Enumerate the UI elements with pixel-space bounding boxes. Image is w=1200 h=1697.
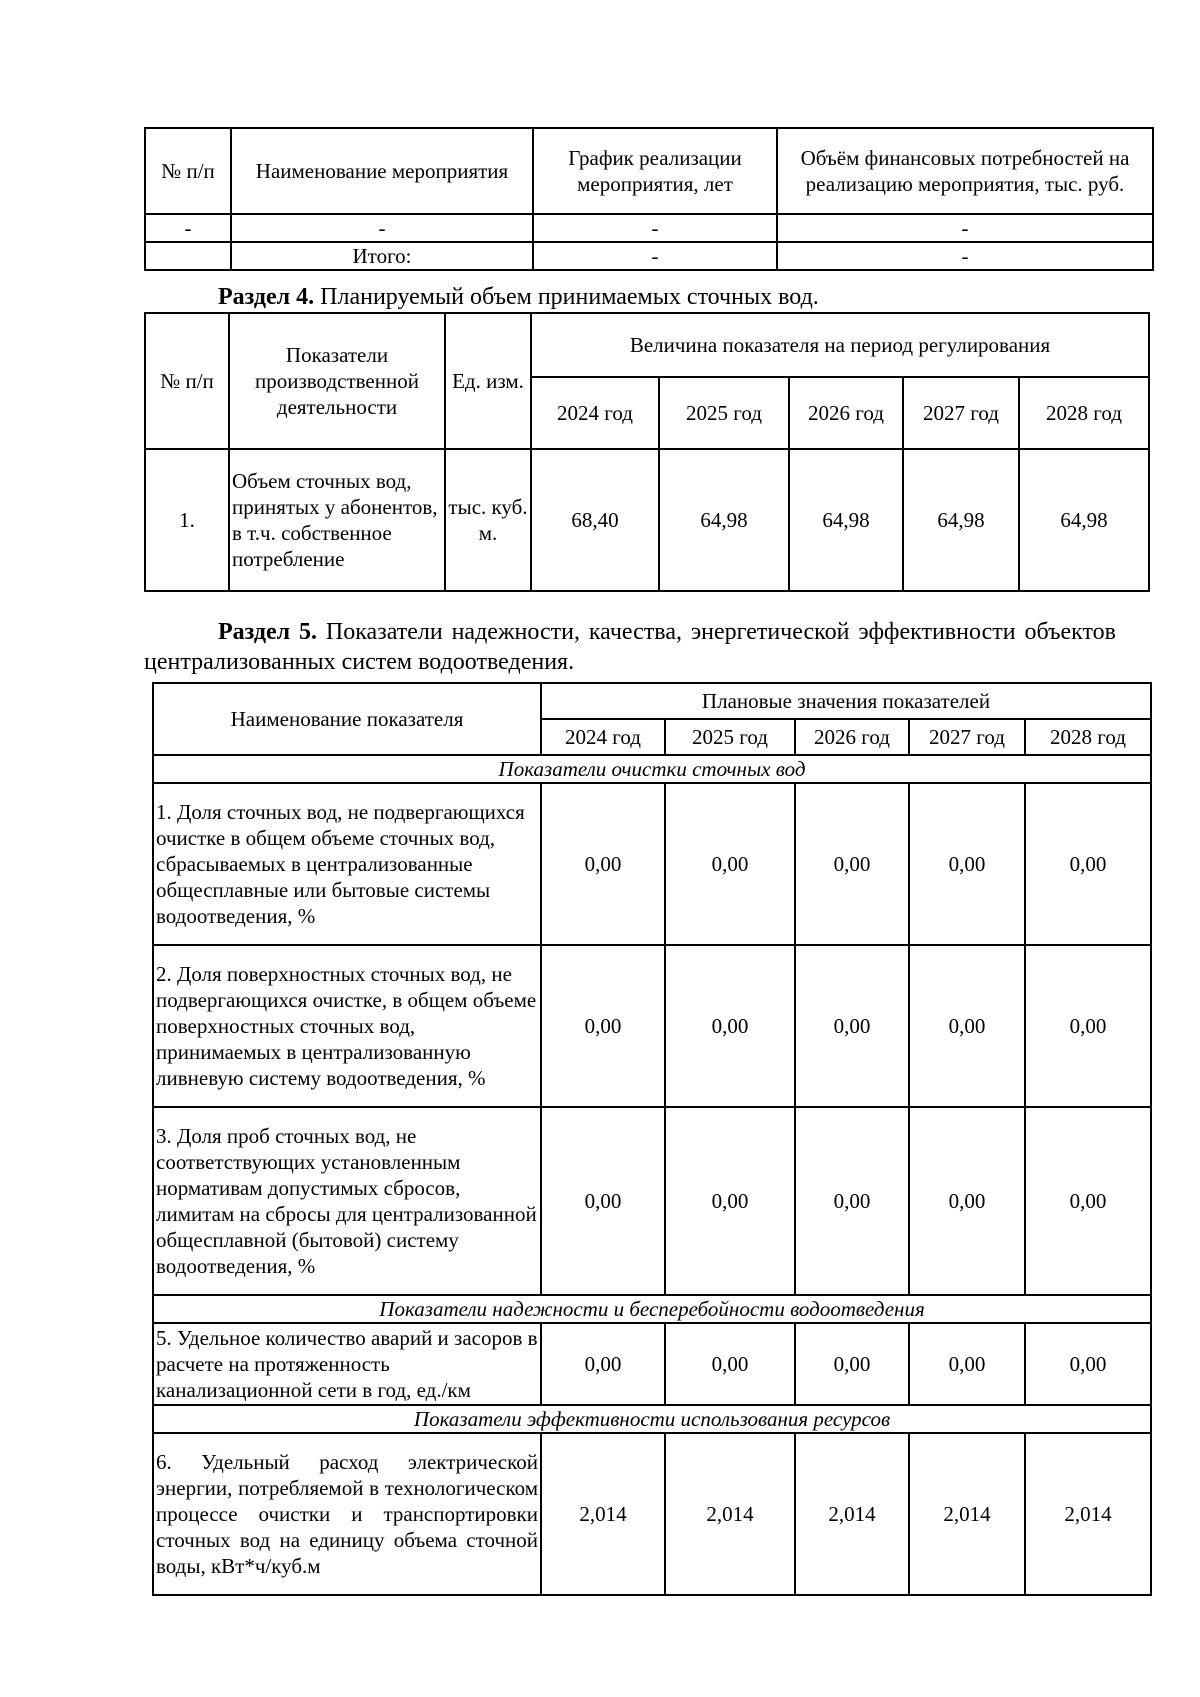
s4-year: 2024 год bbox=[531, 377, 659, 449]
indicator-value: 0,00 bbox=[1025, 1323, 1151, 1405]
s4-value: 64,98 bbox=[789, 449, 903, 591]
s5-year: 2026 год bbox=[795, 719, 909, 755]
row-schedule: - bbox=[533, 214, 777, 242]
indicator-value: 0,00 bbox=[665, 1323, 795, 1405]
section5-heading-text: Показатели надежности, качества, энергетической эффективности объектов централизованных систем водоотведения. bbox=[144, 619, 1116, 675]
s4-header-indicator: Показатели производственной деятельности bbox=[229, 313, 445, 449]
indicators-table bbox=[152, 682, 1152, 1596]
indicator-value: 0,00 bbox=[795, 1107, 909, 1295]
indicator-1-name: 1. Доля сточных вод, не подвергающихся очистке в общем объеме сточных вод, сбрасываемых в централизованные общесплавные или бытовые системы водоотведения, % bbox=[153, 783, 541, 945]
section4-heading-text: Планируемый объем принимаемых сточных вод. bbox=[314, 284, 819, 310]
total-empty bbox=[145, 242, 231, 270]
total-finance: - bbox=[777, 242, 1153, 270]
indicator-value: 0,00 bbox=[795, 945, 909, 1107]
indicator-3-name: 3. Доля проб сточных вод, не соответствующих установленным нормативам допустимых сбросов, лимитам на сбросы для централизованной общесплавной (бытовой) систему водоотведения, % bbox=[153, 1107, 541, 1295]
section5-heading-bold: Раздел 5. bbox=[218, 619, 318, 645]
section4-heading-bold: Раздел 4. bbox=[218, 284, 315, 310]
indicator-2-name: 2. Доля поверхностных сточных вод, не подвергающихся очистке, в общем объеме поверхностных сточных вод, принимаемых в централизованную ливневую систему водоотведения, % bbox=[153, 945, 541, 1107]
indicator-5-name: 5. Удельное количество аварий и засоров в расчете на протяженность канализационной сети в год, ед./км bbox=[153, 1323, 541, 1405]
total-label: Итого: bbox=[231, 242, 533, 270]
indicator-value: 0,00 bbox=[1025, 945, 1151, 1107]
s5-header-plan: Плановые значения показателей bbox=[541, 683, 1151, 719]
s4-value: 64,98 bbox=[903, 449, 1019, 591]
section4-heading bbox=[218, 282, 819, 312]
s4-header-unit: Ед. изм. bbox=[445, 313, 531, 449]
total-schedule: - bbox=[533, 242, 777, 270]
s4-header-value: Величина показателя на период регулирования bbox=[531, 313, 1149, 377]
s4-year: 2026 год bbox=[789, 377, 903, 449]
s5-year: 2027 год bbox=[909, 719, 1025, 755]
indicator-value: 0,00 bbox=[541, 783, 665, 945]
header-num: № п/п bbox=[145, 128, 231, 214]
activities-table bbox=[144, 127, 1154, 271]
wastewater-volume-table bbox=[144, 312, 1150, 592]
indicator-value: 0,00 bbox=[909, 1323, 1025, 1405]
row-num: - bbox=[145, 214, 231, 242]
s4-value: 64,98 bbox=[659, 449, 789, 591]
row-finance: - bbox=[777, 214, 1153, 242]
indicator-value: 0,00 bbox=[1025, 783, 1151, 945]
s4-year: 2028 год bbox=[1019, 377, 1149, 449]
header-activity-name: Наименование мероприятия bbox=[231, 128, 533, 214]
indicator-value: 0,00 bbox=[665, 1107, 795, 1295]
indicator-6-name: 6. Удельный расход электрической энергии, потребляемой в технологическом процессе очистки и транспортировки сточных вод на единицу объема сточной воды, кВт*ч/куб.м bbox=[153, 1433, 541, 1595]
s4-row-num: 1. bbox=[145, 449, 229, 591]
s5-year: 2028 год bbox=[1025, 719, 1151, 755]
group-efficiency: Показатели эффективности использования ресурсов bbox=[153, 1405, 1151, 1433]
indicator-value: 0,00 bbox=[665, 945, 795, 1107]
indicator-value: 2,014 bbox=[665, 1433, 795, 1595]
indicator-value: 0,00 bbox=[665, 783, 795, 945]
row-name: - bbox=[231, 214, 533, 242]
s4-row-unit: тыс. куб. м. bbox=[445, 449, 531, 591]
indicator-value: 0,00 bbox=[909, 1107, 1025, 1295]
s5-header-name: Наименование показателя bbox=[153, 683, 541, 755]
s4-value: 64,98 bbox=[1019, 449, 1149, 591]
s4-row-name: Объем сточных вод, принятых у абонентов, в т.ч. собственное потребление bbox=[229, 449, 445, 591]
indicator-value: 0,00 bbox=[795, 1323, 909, 1405]
s5-year: 2025 год bbox=[665, 719, 795, 755]
s4-year: 2027 год bbox=[903, 377, 1019, 449]
indicator-value: 2,014 bbox=[1025, 1433, 1151, 1595]
indicator-value: 0,00 bbox=[541, 945, 665, 1107]
indicator-value: 2,014 bbox=[541, 1433, 665, 1595]
indicator-value: 0,00 bbox=[795, 783, 909, 945]
header-schedule: График реализации мероприятия, лет bbox=[533, 128, 777, 214]
indicator-value: 0,00 bbox=[541, 1323, 665, 1405]
indicator-value: 0,00 bbox=[541, 1107, 665, 1295]
s4-year: 2025 год bbox=[659, 377, 789, 449]
s5-year: 2024 год bbox=[541, 719, 665, 755]
indicator-value: 0,00 bbox=[909, 783, 1025, 945]
s4-value: 68,40 bbox=[531, 449, 659, 591]
indicator-value: 0,00 bbox=[1025, 1107, 1151, 1295]
indicator-value: 2,014 bbox=[909, 1433, 1025, 1595]
group-treatment: Показатели очистки сточных вод bbox=[153, 755, 1151, 783]
group-reliability: Показатели надежности и бесперебойности водоотведения bbox=[153, 1295, 1151, 1323]
header-finance: Объём финансовых потребностей на реализацию мероприятия, тыс. руб. bbox=[777, 128, 1153, 214]
s4-header-num: № п/п bbox=[145, 313, 229, 449]
indicator-value: 0,00 bbox=[909, 945, 1025, 1107]
indicator-value: 2,014 bbox=[795, 1433, 909, 1595]
section5-heading bbox=[144, 617, 1116, 677]
